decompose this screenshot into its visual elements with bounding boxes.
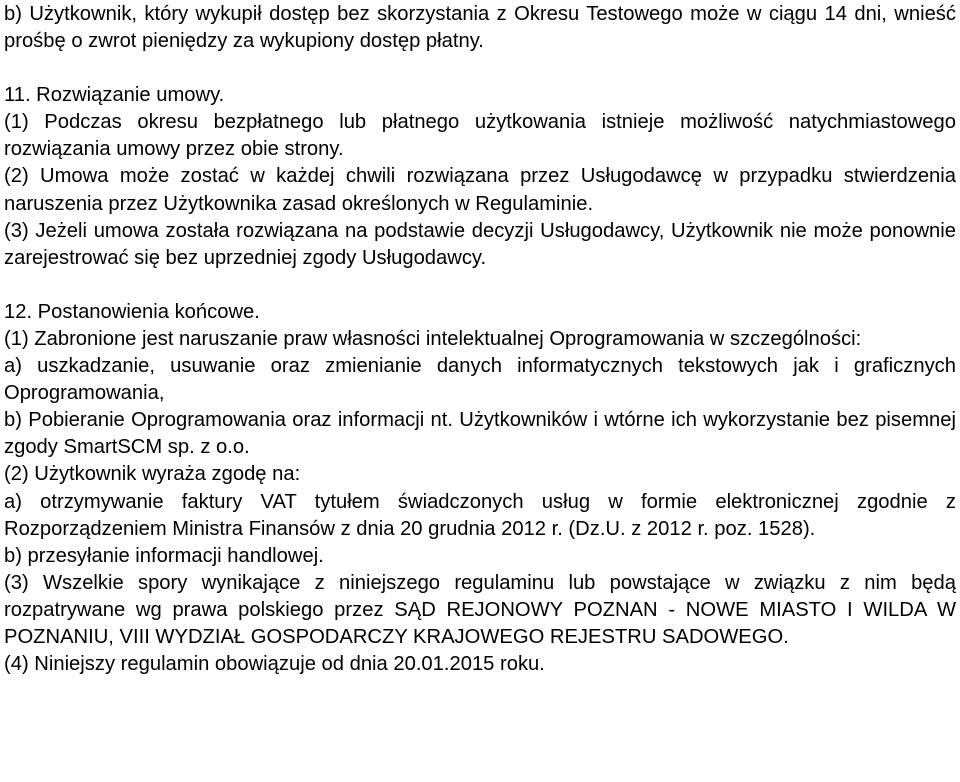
paragraph-12-1: (1) Zabronione jest naruszanie praw własności intelektualnej Oprogramowania w szczególności: [4, 327, 862, 350]
paragraph-12-1-a: a) uszkadzanie, usuwanie oraz zmienianie danych informatycznych tekstowych jak i graficznych Oprogramowania, [4, 355, 956, 405]
paragraph-11-2: (2) Umowa może zostać w każdej chwili rozwiązana przez Usługodawcę w przypadku stwierdzenia naruszenia przez Użytkownika zasad określonych w Regulaminie. [4, 165, 956, 215]
section-heading-11: 11. Rozwiązanie umowy. [4, 84, 225, 107]
section-spacer [4, 55, 956, 82]
paragraph-12-1-b: b) Pobieranie Oprogramowania oraz informacji nt. Użytkowników i wtórne ich wykorzystanie bez pisemnej zgody SmartSCM sp. z o.o. [4, 409, 956, 459]
section-spacer [4, 272, 956, 299]
paragraph-11-3: (3) Jeżeli umowa została rozwiązana na podstawie decyzji Usługodawcy, Użytkownik nie może ponownie zarejestrować się bez uprzedniej zgody Usługodawcy. [4, 219, 956, 269]
paragraph-12-4: (4) Niniejszy regulamin obowiązuje od dnia 20.01.2015 roku. [4, 653, 545, 676]
paragraph-12-2-b: b) przesyłanie informacji handlowej. [4, 544, 324, 567]
paragraph-12-2-a: a) otrzymywanie faktury VAT tytułem świadczonych usług w formie elektronicznej zgodnie z Rozporządzeniem Ministra Finansów z dnia 20 grudnia 2012 r. (Dz.U. z 2012 r. poz. 1528). [4, 490, 956, 540]
section-heading-12: 12. Postanowienia końcowe. [4, 300, 260, 323]
paragraph-12-2: (2) Użytkownik wyraża zgodę na: [4, 463, 301, 486]
paragraph-11-1: (1) Podczas okresu bezpłatnego lub płatnego użytkowania istnieje możliwość natychmiastowego rozwiązania umowy przez obie strony. [4, 111, 956, 161]
paragraph-12-3: (3) Wszelkie spory wynikające z niniejszego regulaminu lub powstające w związku z nim będą rozpatrywane wg prawa polskiego przez SĄD REJONOWY POZNAN - NOWE MIASTO I WILDA W POZNANIU, VIII WYDZIAŁ GOSPODARCZY KRAJOWEGO REJESTRU SADOWEGO. [4, 571, 956, 648]
paragraph-refund-b: b) Użytkownik, który wykupił dostęp bez skorzystania z Okresu Testowego może w ciągu 14 dni, wnieść prośbę o zwrot pieniędzy za wykupiony dostęp płatny. [4, 3, 956, 53]
